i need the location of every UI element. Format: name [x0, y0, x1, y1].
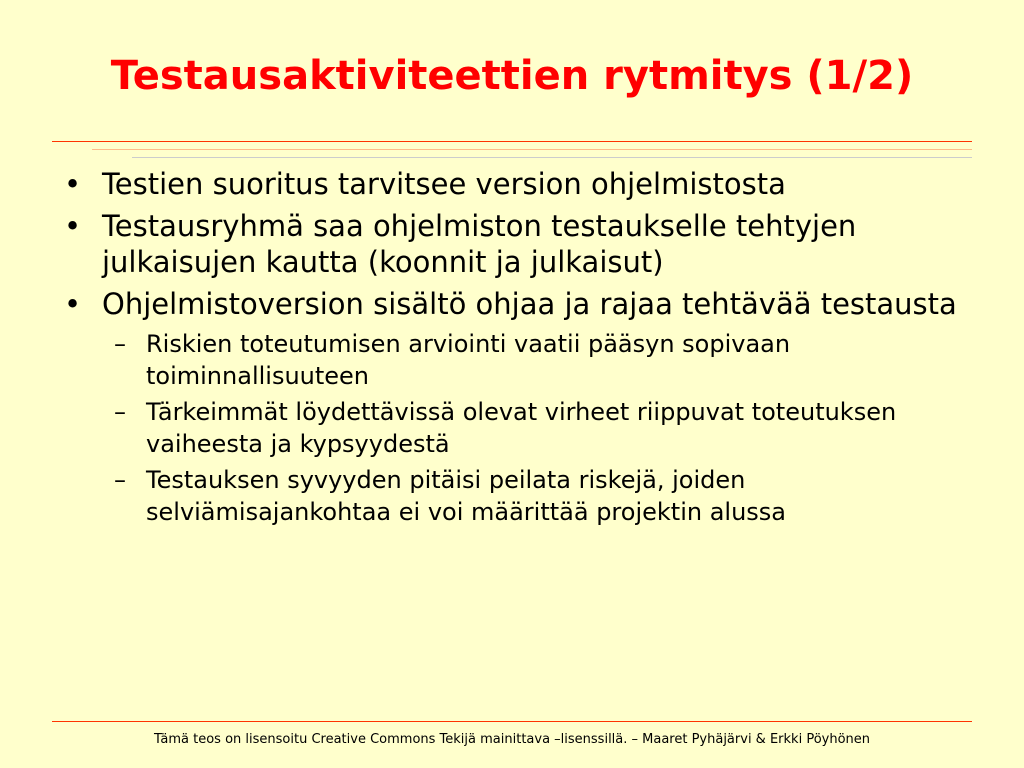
sub-bullet-item — [64, 464, 984, 528]
sub-bullet-text: Testauksen syvyyden pitäisi peilata riskejä, joiden selviämisajankohtaa ei voi määrittää projektin alussa — [146, 466, 786, 526]
bullet-item — [64, 208, 984, 280]
footer-license-text: Tämä teos on lisensoitu Creative Commons Tekijä mainittava –lisenssillä. – Maaret Pyhäjärvi & Erkki Pöyhönen — [153, 732, 871, 747]
title-divider-line-secondary — [92, 149, 972, 150]
bullet-text: Testausryhmä saa ohjelmiston testaukselle tehtyjen julkaisujen kautta (koonnit ja julkaisut) — [102, 209, 857, 279]
bullet-text: Ohjelmistoversion sisältö ohjaa ja rajaa tehtävää testausta — [102, 287, 957, 321]
title-divider-line — [52, 141, 972, 142]
bullet-marker: • — [64, 209, 82, 243]
bullet-marker: • — [64, 167, 82, 201]
sub-bullet-marker: – — [114, 466, 126, 494]
sub-bullet-marker: – — [114, 330, 126, 358]
slide-body — [64, 166, 984, 532]
bullet-item — [64, 166, 984, 202]
bullet-marker: • — [64, 287, 82, 321]
title-divider-line-tertiary — [132, 157, 972, 158]
bullet-item — [64, 286, 984, 322]
slide-title: Testausaktiviteettien rytmitys (1/2) — [110, 53, 914, 99]
sub-bullet-marker: – — [114, 398, 126, 426]
footer-divider-line — [52, 721, 972, 722]
bullet-text: Testien suoritus tarvitsee version ohjelmistosta — [102, 167, 786, 201]
sub-bullet-item — [64, 396, 984, 460]
sub-bullet-text: Riskien toteutumisen arviointi vaatii pääsyn sopivaan toiminnallisuuteen — [146, 330, 791, 390]
sub-bullet-text: Tärkeimmät löydettävissä olevat virheet riippuvat toteutuksen vaiheesta ja kypsyydestä — [146, 398, 897, 458]
sub-bullet-item — [64, 328, 984, 392]
